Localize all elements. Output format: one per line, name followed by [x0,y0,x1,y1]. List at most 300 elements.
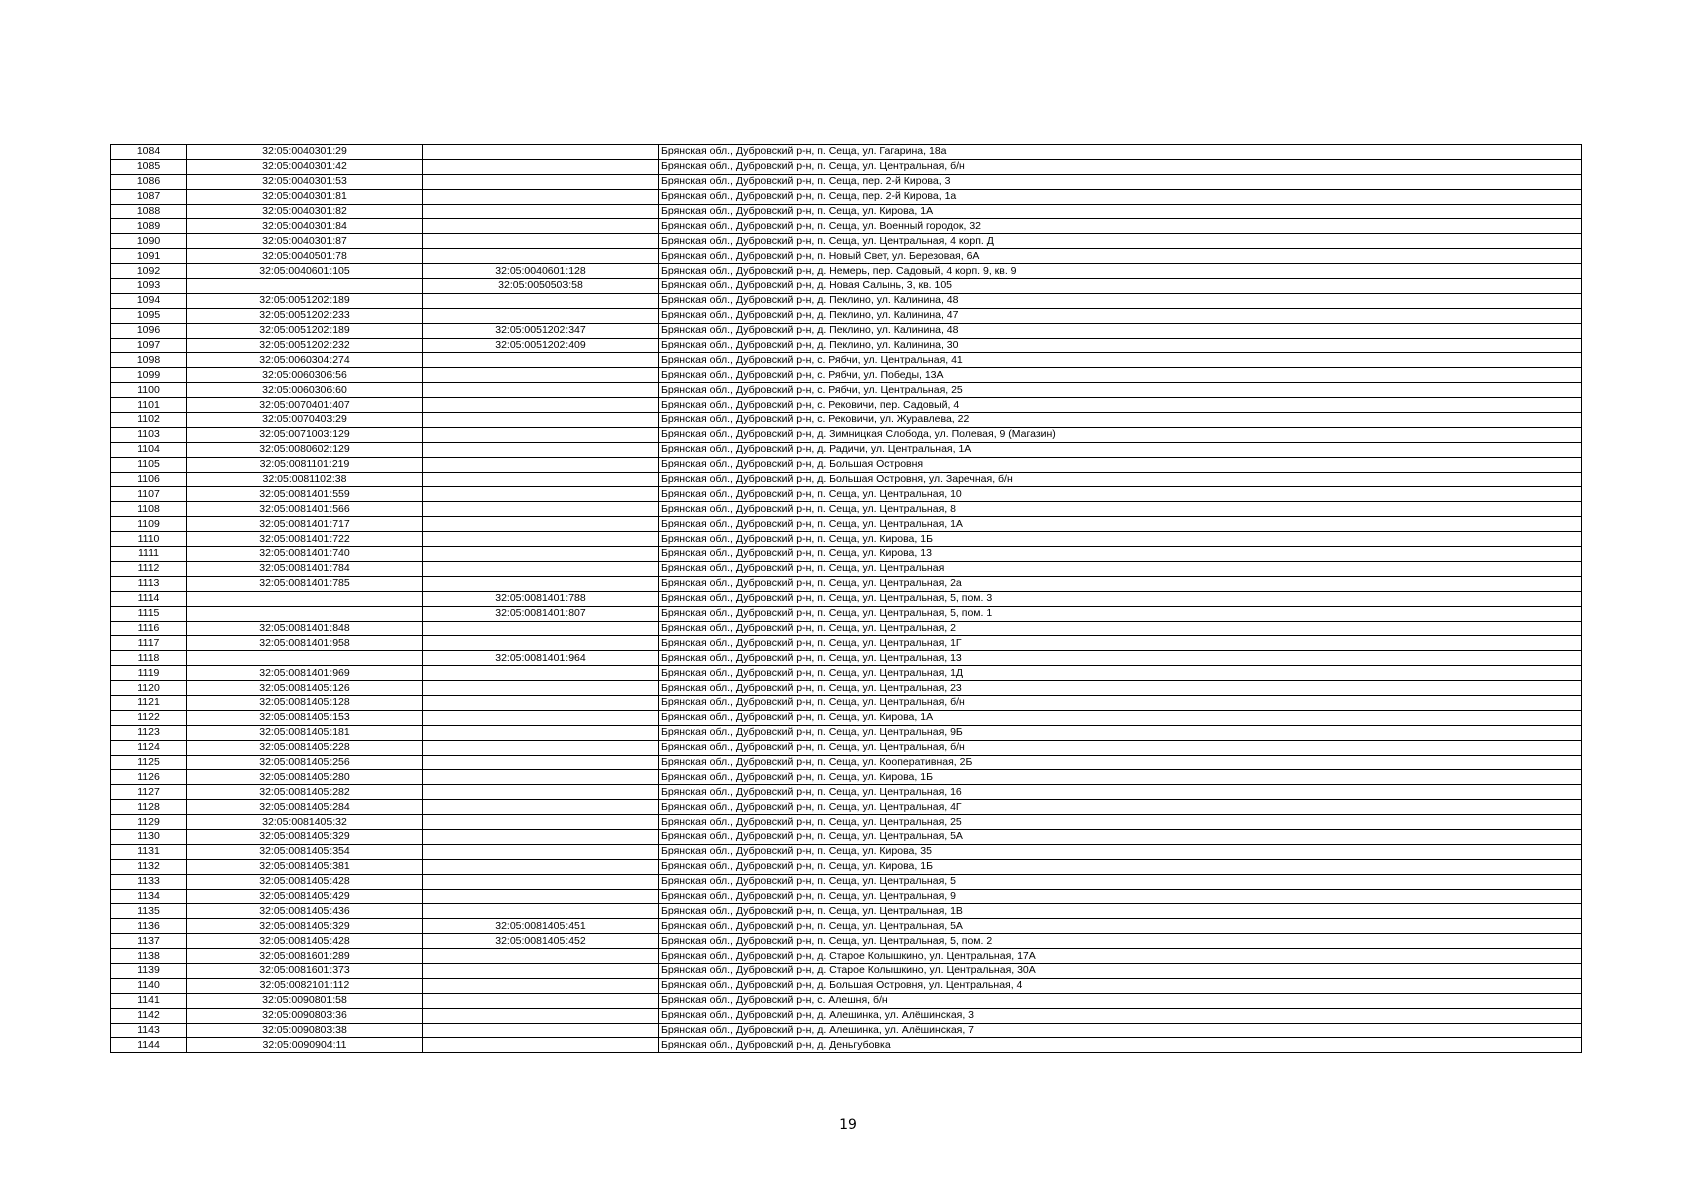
row-number-cell: 1091 [111,249,187,264]
row-number-cell: 1143 [111,1023,187,1038]
row-number-cell: 1139 [111,963,187,978]
cadastral-number-cell: 32:05:0081401:785 [187,576,423,591]
address-cell: Брянская обл., Дубровский р-н, п. Сеща, ул. Центральная, 9 [659,889,1582,904]
address-cell: Брянская обл., Дубровский р-н, п. Сеща, ул. Центральная, 2а [659,576,1582,591]
page-number: 19 [839,1117,857,1133]
address-cell: Брянская обл., Дубровский р-н, с. Рябчи, ул. Победы, 13А [659,368,1582,383]
address-cell: Брянская обл., Дубровский р-н, п. Сеща, ул. Центральная, 5, пом. 1 [659,606,1582,621]
address-cell: Брянская обл., Дубровский р-н, п. Сеща, ул. Центральная, 8 [659,502,1582,517]
row-number-cell: 1122 [111,710,187,725]
cadastral-number-cell: 32:05:0090803:38 [187,1023,423,1038]
cadastral-number-cell: 32:05:0081601:373 [187,963,423,978]
address-cell: Брянская обл., Дубровский р-н, п. Сеща, ул. Центральная, 1А [659,517,1582,532]
cadastral-number-cell: 32:05:0081405:329 [187,829,423,844]
row-number-cell: 1137 [111,934,187,949]
row-number-cell: 1090 [111,234,187,249]
object-cadastral-number-cell [423,755,659,770]
object-cadastral-number-cell [423,457,659,472]
row-number-cell: 1094 [111,293,187,308]
cadastral-number-cell: 32:05:0040501:78 [187,249,423,264]
address-cell: Брянская обл., Дубровский р-н, п. Сеща, ул. Центральная, 5А [659,829,1582,844]
cadastral-number-cell: 32:05:0081601:289 [187,949,423,964]
object-cadastral-number-cell [423,413,659,428]
object-cadastral-number-cell [423,844,659,859]
address-cell: Брянская обл., Дубровский р-н, с. Рековичи, пер. Садовый, 4 [659,398,1582,413]
object-cadastral-number-cell: 32:05:0081405:451 [423,919,659,934]
address-cell: Брянская обл., Дубровский р-н, п. Сеща, ул. Центральная, 1В [659,904,1582,919]
row-number-cell: 1117 [111,636,187,651]
object-cadastral-number-cell [423,145,659,160]
table-row [111,368,1582,383]
cadastral-number-cell: 32:05:0040301:87 [187,234,423,249]
address-cell: Брянская обл., Дубровский р-н, п. Сеща, ул. Центральная [659,561,1582,576]
table-row [111,785,1582,800]
object-cadastral-number-cell [423,189,659,204]
row-number-cell: 1134 [111,889,187,904]
object-cadastral-number-cell [423,442,659,457]
table-row [111,874,1582,889]
address-cell: Брянская обл., Дубровский р-н, с. Алешня, б/н [659,993,1582,1008]
object-cadastral-number-cell [423,1008,659,1023]
table-row [111,1038,1582,1053]
object-cadastral-number-cell [423,487,659,502]
row-number-cell: 1144 [111,1038,187,1053]
table-row [111,279,1582,294]
table-row [111,725,1582,740]
row-number-cell: 1130 [111,829,187,844]
object-cadastral-number-cell [423,1023,659,1038]
cadastral-number-cell: 32:05:0081401:722 [187,532,423,547]
address-cell: Брянская обл., Дубровский р-н, п. Сеща, ул. Центральная, 10 [659,487,1582,502]
table-row [111,293,1582,308]
table-row [111,859,1582,874]
table-row [111,457,1582,472]
address-cell: Брянская обл., Дубровский р-н, д. Большая Островня, ул. Заречная, б/н [659,472,1582,487]
table-row [111,1023,1582,1038]
table-row [111,963,1582,978]
row-number-cell: 1111 [111,547,187,562]
address-cell: Брянская обл., Дубровский р-н, п. Сеща, ул. Кирова, 13 [659,547,1582,562]
row-number-cell: 1127 [111,785,187,800]
table-row [111,442,1582,457]
row-number-cell: 1138 [111,949,187,964]
object-cadastral-number-cell [423,249,659,264]
object-cadastral-number-cell [423,398,659,413]
row-number-cell: 1099 [111,368,187,383]
cadastral-number-cell: 32:05:0040301:81 [187,189,423,204]
row-number-cell: 1128 [111,800,187,815]
table-row [111,844,1582,859]
object-cadastral-number-cell [423,725,659,740]
row-number-cell: 1107 [111,487,187,502]
address-cell: Брянская обл., Дубровский р-н, п. Сеща, ул. Центральная, 9Б [659,725,1582,740]
cadastral-number-cell: 32:05:0070403:29 [187,413,423,428]
row-number-cell: 1085 [111,159,187,174]
object-cadastral-number-cell: 32:05:0081401:788 [423,591,659,606]
row-number-cell: 1113 [111,576,187,591]
row-number-cell: 1116 [111,621,187,636]
row-number-cell: 1115 [111,606,187,621]
cadastral-number-cell: 32:05:0060306:60 [187,383,423,398]
cadastral-number-cell: 32:05:0051202:189 [187,323,423,338]
cadastral-number-cell: 32:05:0060306:56 [187,368,423,383]
address-cell: Брянская обл., Дубровский р-н, д. Пеклино, ул. Калинина, 47 [659,308,1582,323]
object-cadastral-number-cell [423,547,659,562]
table-row [111,695,1582,710]
row-number-cell: 1136 [111,919,187,934]
address-cell: Брянская обл., Дубровский р-н, п. Сеща, ул. Центральная, б/н [659,695,1582,710]
cadastral-number-cell: 32:05:0090801:58 [187,993,423,1008]
object-cadastral-number-cell [423,159,659,174]
object-cadastral-number-cell [423,427,659,442]
address-cell: Брянская обл., Дубровский р-н, п. Сеща, ул. Военный городок, 32 [659,219,1582,234]
address-cell: Брянская обл., Дубровский р-н, п. Сеща, ул. Центральная, 5, пом. 2 [659,934,1582,949]
object-cadastral-number-cell [423,889,659,904]
address-cell: Брянская обл., Дубровский р-н, п. Новый Свет, ул. Березовая, 6А [659,249,1582,264]
table-row [111,338,1582,353]
object-cadastral-number-cell [423,874,659,889]
cadastral-number-cell: 32:05:0081405:282 [187,785,423,800]
row-number-cell: 1119 [111,666,187,681]
row-number-cell: 1096 [111,323,187,338]
table-row [111,487,1582,502]
table-row [111,651,1582,666]
cadastral-number-cell: 32:05:0081405:284 [187,800,423,815]
address-cell: Брянская обл., Дубровский р-н, п. Сеща, ул. Центральная, 13 [659,651,1582,666]
object-cadastral-number-cell [423,636,659,651]
table-row [111,308,1582,323]
table-row [111,666,1582,681]
table-row [111,978,1582,993]
object-cadastral-number-cell [423,949,659,964]
cadastral-number-cell: 32:05:0081405:32 [187,815,423,830]
table-row [111,472,1582,487]
cadastral-number-cell: 32:05:0040301:82 [187,204,423,219]
address-cell: Брянская обл., Дубровский р-н, д. Немерь, пер. Садовый, 4 корп. 9, кв. 9 [659,264,1582,279]
row-number-cell: 1089 [111,219,187,234]
object-cadastral-number-cell [423,785,659,800]
address-cell: Брянская обл., Дубровский р-н, п. Сеща, пер. 2-й Кирова, 1а [659,189,1582,204]
address-cell: Брянская обл., Дубровский р-н, д. Большая Островня [659,457,1582,472]
table-row [111,264,1582,279]
cadastral-number-cell: 32:05:0060304:274 [187,353,423,368]
table-row [111,204,1582,219]
cadastral-number-cell: 32:05:0070401:407 [187,398,423,413]
row-number-cell: 1105 [111,457,187,472]
object-cadastral-number-cell: 32:05:0051202:347 [423,323,659,338]
cadastral-number-cell: 32:05:0081405:126 [187,681,423,696]
cadastral-table [110,144,1582,1053]
cadastral-number-cell: 32:05:0090904:11 [187,1038,423,1053]
table-row [111,949,1582,964]
cadastral-number-cell: 32:05:0081401:784 [187,561,423,576]
row-number-cell: 1123 [111,725,187,740]
table-row [111,189,1582,204]
table-row [111,993,1582,1008]
address-cell: Брянская обл., Дубровский р-н, п. Сеща, ул. Центральная, б/н [659,159,1582,174]
row-number-cell: 1135 [111,904,187,919]
cadastral-number-cell: 32:05:0081405:256 [187,755,423,770]
address-cell: Брянская обл., Дубровский р-н, д. Алешинка, ул. Алёшинская, 3 [659,1008,1582,1023]
object-cadastral-number-cell [423,576,659,591]
address-cell: Брянская обл., Дубровский р-н, п. Сеща, ул. Центральная, 5А [659,919,1582,934]
cadastral-number-cell: 32:05:0081405:428 [187,874,423,889]
object-cadastral-number-cell [423,308,659,323]
row-number-cell: 1084 [111,145,187,160]
table-row [111,383,1582,398]
object-cadastral-number-cell [423,219,659,234]
object-cadastral-number-cell [423,383,659,398]
cadastral-number-cell: 32:05:0081401:566 [187,502,423,517]
object-cadastral-number-cell [423,234,659,249]
object-cadastral-number-cell [423,770,659,785]
row-number-cell: 1131 [111,844,187,859]
cadastral-number-cell: 32:05:0081102:38 [187,472,423,487]
table-row [111,934,1582,949]
row-number-cell: 1087 [111,189,187,204]
cadastral-number-cell [187,606,423,621]
object-cadastral-number-cell [423,740,659,755]
table-row [111,145,1582,160]
object-cadastral-number-cell [423,681,659,696]
object-cadastral-number-cell [423,368,659,383]
object-cadastral-number-cell: 32:05:0081405:452 [423,934,659,949]
object-cadastral-number-cell [423,695,659,710]
object-cadastral-number-cell [423,472,659,487]
row-number-cell: 1140 [111,978,187,993]
cadastral-number-cell [187,651,423,666]
object-cadastral-number-cell [423,502,659,517]
object-cadastral-number-cell [423,532,659,547]
address-cell: Брянская обл., Дубровский р-н, д. Старое Колышкино, ул. Центральная, 17А [659,949,1582,964]
object-cadastral-number-cell: 32:05:0081401:964 [423,651,659,666]
object-cadastral-number-cell: 32:05:0050503:58 [423,279,659,294]
row-number-cell: 1125 [111,755,187,770]
row-number-cell: 1097 [111,338,187,353]
cadastral-number-cell: 32:05:0040301:29 [187,145,423,160]
row-number-cell: 1103 [111,427,187,442]
table-row [111,547,1582,562]
cadastral-number-cell: 32:05:0040301:53 [187,174,423,189]
address-cell: Брянская обл., Дубровский р-н, д. Зимницкая Слобода, ул. Полевая, 9 (Магазин) [659,427,1582,442]
address-cell: Брянская обл., Дубровский р-н, п. Сеща, ул. Центральная, 2 [659,621,1582,636]
address-cell: Брянская обл., Дубровский р-н, д. Пеклино, ул. Калинина, 48 [659,323,1582,338]
row-number-cell: 1095 [111,308,187,323]
table-row [111,770,1582,785]
row-number-cell: 1112 [111,561,187,576]
row-number-cell: 1142 [111,1008,187,1023]
row-number-cell: 1098 [111,353,187,368]
address-cell: Брянская обл., Дубровский р-н, с. Рябчи, ул. Центральная, 41 [659,353,1582,368]
address-cell: Брянская обл., Дубровский р-н, п. Сеща, ул. Центральная, 1Д [659,666,1582,681]
object-cadastral-number-cell [423,1038,659,1053]
cadastral-number-cell: 32:05:0081405:354 [187,844,423,859]
table-body [111,145,1582,1053]
row-number-cell: 1088 [111,204,187,219]
cadastral-number-cell: 32:05:0081405:181 [187,725,423,740]
address-cell: Брянская обл., Дубровский р-н, д. Алешинка, ул. Алёшинская, 7 [659,1023,1582,1038]
cadastral-number-cell: 32:05:0082101:112 [187,978,423,993]
address-cell: Брянская обл., Дубровский р-н, д. Старое Колышкино, ул. Центральная, 30А [659,963,1582,978]
address-cell: Брянская обл., Дубровский р-н, п. Сеща, ул. Центральная, 5, пом. 3 [659,591,1582,606]
table-row [111,427,1582,442]
table-row [111,219,1582,234]
row-number-cell: 1120 [111,681,187,696]
address-cell: Брянская обл., Дубровский р-н, п. Сеща, ул. Кирова, 1А [659,204,1582,219]
object-cadastral-number-cell [423,993,659,1008]
address-cell: Брянская обл., Дубровский р-н, д. Новая Салынь, 3, кв. 105 [659,279,1582,294]
row-number-cell: 1104 [111,442,187,457]
object-cadastral-number-cell [423,353,659,368]
table-row [111,829,1582,844]
cadastral-number-cell: 32:05:0081405:128 [187,695,423,710]
table-row [111,889,1582,904]
address-cell: Брянская обл., Дубровский р-н, п. Сеща, ул. Кирова, 1Б [659,770,1582,785]
row-number-cell: 1092 [111,264,187,279]
cadastral-number-cell: 32:05:0040301:42 [187,159,423,174]
cadastral-number-cell: 32:05:0081401:740 [187,547,423,562]
object-cadastral-number-cell: 32:05:0040601:128 [423,264,659,279]
object-cadastral-number-cell [423,204,659,219]
cadastral-number-cell: 32:05:0081401:969 [187,666,423,681]
row-number-cell: 1109 [111,517,187,532]
object-cadastral-number-cell [423,978,659,993]
table-row [111,621,1582,636]
object-cadastral-number-cell [423,963,659,978]
address-cell: Брянская обл., Дубровский р-н, п. Сеща, ул. Центральная, б/н [659,740,1582,755]
table-row [111,636,1582,651]
address-cell: Брянская обл., Дубровский р-н, п. Сеща, ул. Кооперативная, 2Б [659,755,1582,770]
row-number-cell: 1101 [111,398,187,413]
row-number-cell: 1121 [111,695,187,710]
object-cadastral-number-cell [423,904,659,919]
row-number-cell: 1102 [111,413,187,428]
object-cadastral-number-cell [423,621,659,636]
address-cell: Брянская обл., Дубровский р-н, д. Пеклино, ул. Калинина, 30 [659,338,1582,353]
cadastral-number-cell: 32:05:0081405:329 [187,919,423,934]
address-cell: Брянская обл., Дубровский р-н, п. Сеща, ул. Центральная, 4Г [659,800,1582,815]
row-number-cell: 1110 [111,532,187,547]
address-cell: Брянская обл., Дубровский р-н, п. Сеща, ул. Кирова, 1Б [659,532,1582,547]
table-row [111,249,1582,264]
table-row [111,710,1582,725]
object-cadastral-number-cell [423,859,659,874]
cadastral-number-cell: 32:05:0081101:219 [187,457,423,472]
table-row [111,413,1582,428]
row-number-cell: 1106 [111,472,187,487]
address-cell: Брянская обл., Дубровский р-н, д. Деньгубовка [659,1038,1582,1053]
row-number-cell: 1086 [111,174,187,189]
table-row [111,398,1582,413]
object-cadastral-number-cell: 32:05:0081401:807 [423,606,659,621]
cadastral-number-cell: 32:05:0081405:228 [187,740,423,755]
address-cell: Брянская обл., Дубровский р-н, п. Сеща, ул. Центральная, 23 [659,681,1582,696]
cadastral-number-cell: 32:05:0081401:958 [187,636,423,651]
address-cell: Брянская обл., Дубровский р-н, п. Сеща, ул. Центральная, 1Г [659,636,1582,651]
table-row [111,561,1582,576]
address-cell: Брянская обл., Дубровский р-н, п. Сеща, ул. Гагарина, 18а [659,145,1582,160]
table-row [111,800,1582,815]
row-number-cell: 1129 [111,815,187,830]
cadastral-number-cell: 32:05:0081405:153 [187,710,423,725]
table-row [111,234,1582,249]
object-cadastral-number-cell [423,174,659,189]
cadastral-number-cell: 32:05:0081405:436 [187,904,423,919]
cadastral-number-cell: 32:05:0071003:129 [187,427,423,442]
row-number-cell: 1108 [111,502,187,517]
table-row [111,919,1582,934]
address-cell: Брянская обл., Дубровский р-н, п. Сеща, ул. Центральная, 5 [659,874,1582,889]
row-number-cell: 1124 [111,740,187,755]
cadastral-number-cell [187,279,423,294]
table-row [111,1008,1582,1023]
object-cadastral-number-cell [423,293,659,308]
table-row [111,517,1582,532]
cadastral-number-cell: 32:05:0040301:84 [187,219,423,234]
row-number-cell: 1133 [111,874,187,889]
row-number-cell: 1132 [111,859,187,874]
table-row [111,353,1582,368]
table-row [111,606,1582,621]
cadastral-number-cell: 32:05:0081401:717 [187,517,423,532]
object-cadastral-number-cell [423,561,659,576]
cadastral-number-cell: 32:05:0040601:105 [187,264,423,279]
cadastral-number-cell: 32:05:0051202:233 [187,308,423,323]
table-row [111,502,1582,517]
row-number-cell: 1126 [111,770,187,785]
address-cell: Брянская обл., Дубровский р-н, п. Сеща, ул. Кирова, 35 [659,844,1582,859]
table-row [111,815,1582,830]
cadastral-number-cell: 32:05:0081405:429 [187,889,423,904]
cadastral-number-cell: 32:05:0051202:232 [187,338,423,353]
object-cadastral-number-cell [423,815,659,830]
address-cell: Брянская обл., Дубровский р-н, с. Рековичи, ул. Журавлева, 22 [659,413,1582,428]
object-cadastral-number-cell [423,666,659,681]
row-number-cell: 1141 [111,993,187,1008]
object-cadastral-number-cell [423,710,659,725]
table-row [111,740,1582,755]
table-row [111,532,1582,547]
object-cadastral-number-cell [423,800,659,815]
table-row [111,904,1582,919]
cadastral-number-cell: 32:05:0081401:559 [187,487,423,502]
object-cadastral-number-cell: 32:05:0051202:409 [423,338,659,353]
address-cell: Брянская обл., Дубровский р-н, д. Большая Островня, ул. Центральная, 4 [659,978,1582,993]
address-cell: Брянская обл., Дубровский р-н, с. Рябчи, ул. Центральная, 25 [659,383,1582,398]
address-cell: Брянская обл., Дубровский р-н, п. Сеща, пер. 2-й Кирова, 3 [659,174,1582,189]
table-row [111,323,1582,338]
address-cell: Брянская обл., Дубровский р-н, п. Сеща, ул. Центральная, 16 [659,785,1582,800]
cadastral-number-cell: 32:05:0080602:129 [187,442,423,457]
object-cadastral-number-cell [423,517,659,532]
address-cell: Брянская обл., Дубровский р-н, п. Сеща, ул. Центральная, 4 корп. Д [659,234,1582,249]
address-cell: Брянская обл., Дубровский р-н, п. Сеща, ул. Кирова, 1А [659,710,1582,725]
object-cadastral-number-cell [423,829,659,844]
table-row [111,755,1582,770]
cadastral-number-cell: 32:05:0090803:36 [187,1008,423,1023]
address-cell: Брянская обл., Дубровский р-н, п. Сеща, ул. Кирова, 1Б [659,859,1582,874]
cadastral-number-cell: 32:05:0081405:428 [187,934,423,949]
cadastral-number-cell: 32:05:0081405:381 [187,859,423,874]
row-number-cell: 1100 [111,383,187,398]
row-number-cell: 1114 [111,591,187,606]
table-row [111,174,1582,189]
cadastral-number-cell: 32:05:0081405:280 [187,770,423,785]
table-row [111,681,1582,696]
cadastral-number-cell: 32:05:0081401:848 [187,621,423,636]
table-row [111,591,1582,606]
cadastral-number-cell [187,591,423,606]
